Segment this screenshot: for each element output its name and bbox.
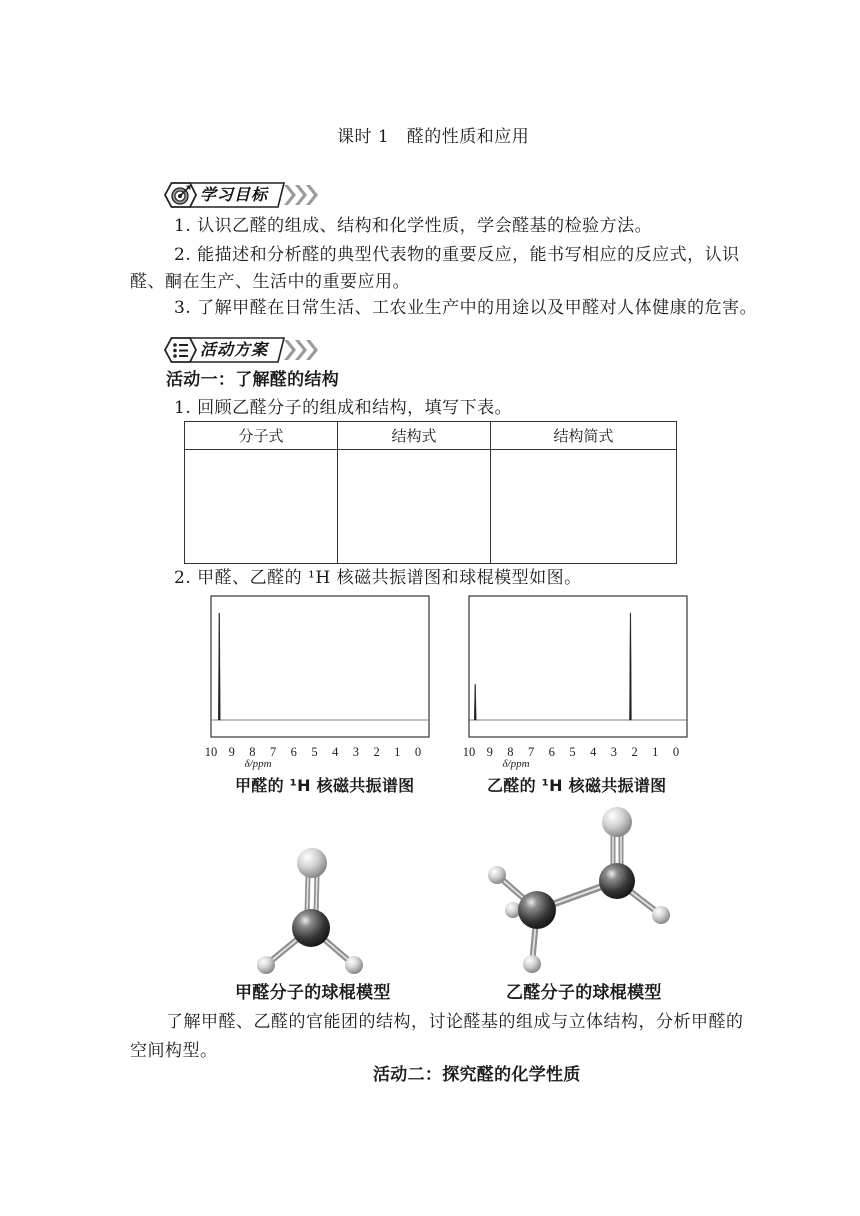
discussion-text-continued: 空间构型。 <box>130 1041 218 1061</box>
structure-table <box>184 421 677 564</box>
page-title: 课时 1 醛的性质和应用 <box>337 127 530 147</box>
badge-label: 活动方案 <box>200 340 269 359</box>
discussion-text: 了解甲醛、乙醛的官能团的结构，讨论醛基的组成与立体结构，分析甲醛的 <box>166 1012 744 1032</box>
oxygen-atom <box>297 848 327 878</box>
table-header-row <box>185 422 677 450</box>
double-bond <box>307 876 317 914</box>
chart-title: 甲醛的 ¹H 核磁共振谱图 <box>235 776 415 795</box>
learning-goals-badge <box>162 180 327 210</box>
double-bond <box>613 835 621 867</box>
activity-1-step-2: 2. 甲醛、乙醛的 ¹H 核磁共振谱图和球棍模型如图。 <box>174 568 582 588</box>
x-axis-label: δ/ppm <box>244 758 272 770</box>
hydrogen-atom <box>345 956 363 974</box>
table-cell <box>491 450 677 564</box>
x-tick-label: 2 <box>373 745 380 759</box>
table-row <box>185 450 677 564</box>
column-header: 分子式 <box>185 422 338 450</box>
goal-item-2-continued: 醛、酮在生产、生活中的重要应用。 <box>130 272 410 292</box>
x-tick-label: 9 <box>486 745 493 759</box>
x-tick-label: 4 <box>590 745 597 759</box>
formaldehyde-ball-stick-model <box>240 840 390 990</box>
badge-label: 学习目标 <box>200 185 269 204</box>
x-tick-label: 9 <box>228 745 235 759</box>
plot-frame <box>211 596 429 737</box>
x-tick-label: 2 <box>631 745 638 759</box>
chevron-right-icon <box>306 340 318 360</box>
x-tick-label: 3 <box>352 745 360 759</box>
carbon-atom <box>599 863 635 899</box>
chart-title: 乙醛的 ¹H 核磁共振谱图 <box>487 776 667 795</box>
x-tick-label: 6 <box>548 745 555 759</box>
oxygen-atom <box>602 807 632 837</box>
goal-item-1: 1. 认识乙醛的组成、结构和化学性质，学会醛基的检验方法。 <box>174 216 653 236</box>
x-tick-label: 0 <box>672 745 680 759</box>
x-tick-label: 5 <box>311 745 318 759</box>
model-caption: 乙醛分子的球棍模型 <box>506 983 662 1003</box>
x-tick-label: 7 <box>269 745 277 759</box>
acetaldehyde-nmr-chart <box>459 595 699 771</box>
x-tick-label: 8 <box>249 745 256 759</box>
goal-item-2: 2. 能描述和分析醛的典型代表物的重要反应，能书写相应的反应式，认识 <box>174 245 740 265</box>
x-tick-label: 1 <box>652 745 659 759</box>
hydrogen-atom <box>488 866 506 884</box>
formaldehyde-nmr-chart <box>201 595 441 771</box>
activity-1-step-1: 1. 回顾乙醛分子的组成和结构，填写下表。 <box>174 398 513 418</box>
carbon-atom <box>518 891 556 929</box>
x-tick-label: 1 <box>394 745 401 759</box>
x-tick-label: 10 <box>462 745 476 759</box>
chevron-right-icon <box>295 340 307 360</box>
nmr-peak <box>474 684 476 720</box>
acetaldehyde-ball-stick-model <box>480 795 680 985</box>
column-header: 结构简式 <box>491 422 677 450</box>
nmr-peak <box>629 613 631 720</box>
x-tick-label: 0 <box>414 745 422 759</box>
goal-item-3: 3. 了解甲醛在日常生活、工农业生产中的用途以及甲醛对人体健康的危害。 <box>174 298 758 318</box>
x-tick-label: 10 <box>204 745 218 759</box>
chevron-right-icon <box>284 340 296 360</box>
list-icon <box>173 343 188 358</box>
x-tick-label: 8 <box>507 745 514 759</box>
x-tick-label: 3 <box>610 745 618 759</box>
x-tick-label: 4 <box>332 745 339 759</box>
table-cell <box>185 450 338 564</box>
activity-1-heading: 活动一：了解醛的结构 <box>166 370 339 390</box>
carbon-atom <box>292 909 330 947</box>
column-header: 结构式 <box>338 422 491 450</box>
table-cell <box>338 450 491 564</box>
x-tick-label: 5 <box>569 745 576 759</box>
hydrogen-atom <box>652 906 670 924</box>
chevron-right-icon <box>295 185 307 205</box>
activity-plan-badge <box>162 335 327 365</box>
nmr-peak <box>218 613 220 720</box>
chevron-right-icon <box>284 185 296 205</box>
plot-frame <box>469 596 687 737</box>
activity-2-heading: 活动二：探究醛的化学性质 <box>373 1065 581 1085</box>
chevron-right-icon <box>306 185 318 205</box>
x-axis-label: δ/ppm <box>502 758 530 770</box>
x-tick-label: 6 <box>290 745 297 759</box>
hydrogen-atom <box>523 955 541 973</box>
model-caption: 甲醛分子的球棍模型 <box>235 983 391 1003</box>
hydrogen-atom <box>257 956 275 974</box>
x-tick-label: 7 <box>527 745 535 759</box>
